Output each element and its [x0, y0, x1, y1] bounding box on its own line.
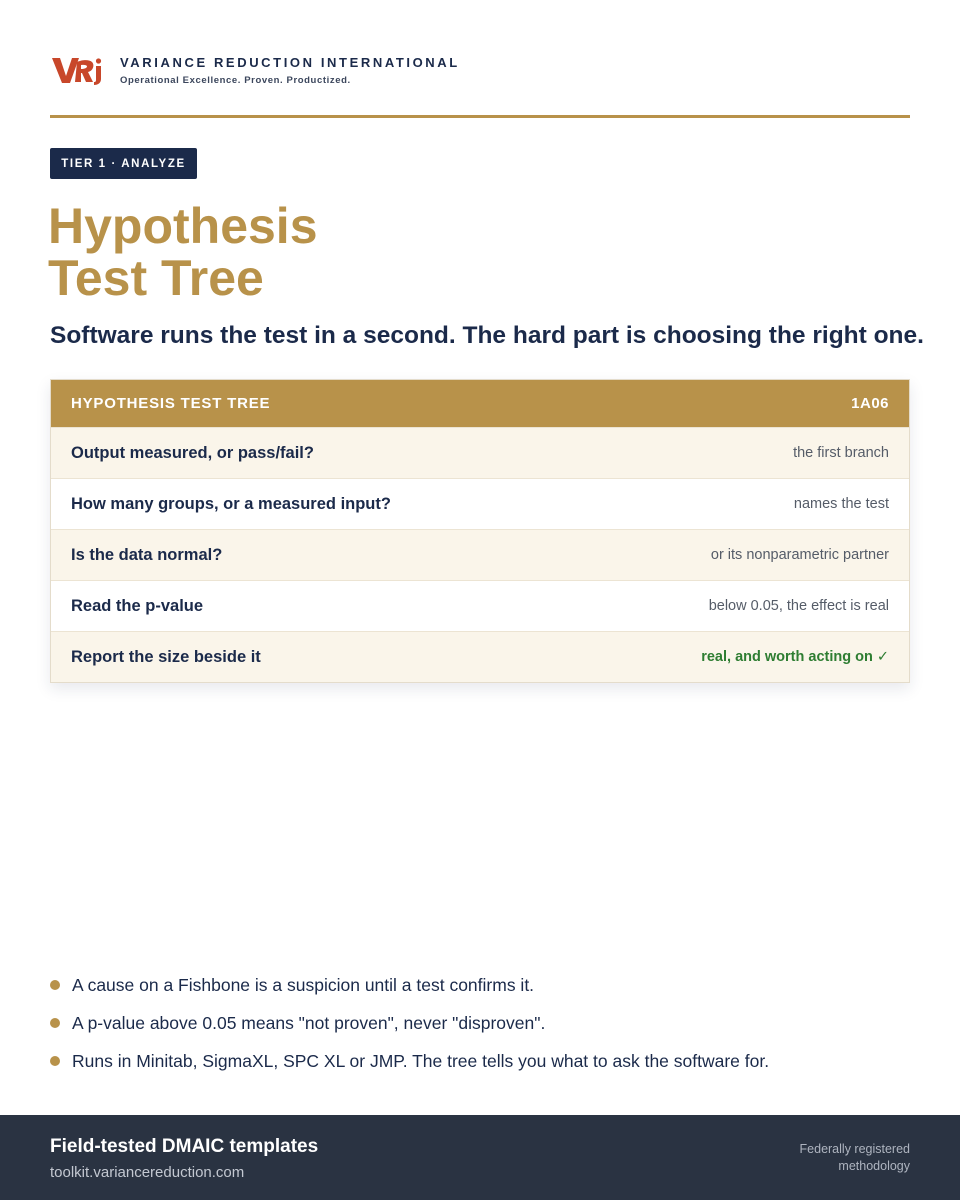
- row-answer: or its nonparametric partner: [710, 547, 889, 563]
- company-logo-icon: [50, 52, 106, 88]
- title-line-2: Test Tree: [48, 250, 264, 306]
- footer-url[interactable]: toolkit.variancereduction.com: [50, 1164, 245, 1181]
- footer-note: Federally registered methodology: [799, 1142, 910, 1173]
- table-title: HYPOTHESIS TEST TREE: [71, 395, 271, 412]
- title-line-1: Hypothesis: [48, 198, 318, 254]
- test-tree-table: [50, 379, 910, 683]
- header-divider: [50, 115, 910, 118]
- table-row: [51, 478, 909, 529]
- tier-badge: TIER 1 · ANALYZE: [50, 148, 197, 179]
- footer-title: Field-tested DMAIC templates: [50, 1136, 319, 1157]
- table-row: [51, 427, 909, 478]
- list-item: [50, 1004, 910, 1042]
- row-answer: names the test: [793, 496, 889, 512]
- list-item: [50, 1042, 910, 1080]
- bullet-dot-icon: [50, 1018, 60, 1028]
- table-code: 1A06: [851, 395, 889, 412]
- table-row: [51, 529, 909, 580]
- takeaway-list: [50, 966, 910, 1080]
- row-answer: below 0.05, the effect is real: [708, 598, 889, 614]
- list-item-text: Runs in Minitab, SigmaXL, SPC XL or JMP. The tree tells you what to ask the software for.: [72, 1050, 770, 1071]
- row-answer-highlight: real, and worth acting on ✓: [701, 649, 889, 665]
- list-item-text: A p-value above 0.05 means "not proven", never "disproven".: [72, 1012, 546, 1033]
- page-subtitle: Software runs the test in a second. The hard part is choosing the right one.: [50, 322, 924, 349]
- company-tagline: Operational Excellence. Proven. Productized.: [120, 74, 351, 86]
- company-name: VARIANCE REDUCTION INTERNATIONAL: [120, 54, 460, 70]
- row-question: Output measured, or pass/fail?: [71, 443, 314, 462]
- page-title: [48, 200, 318, 304]
- table-row: [51, 631, 909, 682]
- row-question: How many groups, or a measured input?: [71, 494, 391, 513]
- list-item-text: A cause on a Fishbone is a suspicion until a test confirms it.: [72, 974, 535, 995]
- table-row: [51, 580, 909, 631]
- row-answer: the first branch: [793, 445, 889, 461]
- bullet-dot-icon: [50, 980, 60, 990]
- brand-header: [50, 50, 460, 90]
- footer: [0, 1115, 960, 1200]
- table-header: [51, 380, 909, 427]
- row-question: Read the p-value: [71, 596, 204, 615]
- bullet-dot-icon: [50, 1056, 60, 1066]
- row-question: Is the data normal?: [71, 545, 223, 564]
- list-item: [50, 966, 910, 1004]
- row-question: Report the size beside it: [71, 647, 261, 666]
